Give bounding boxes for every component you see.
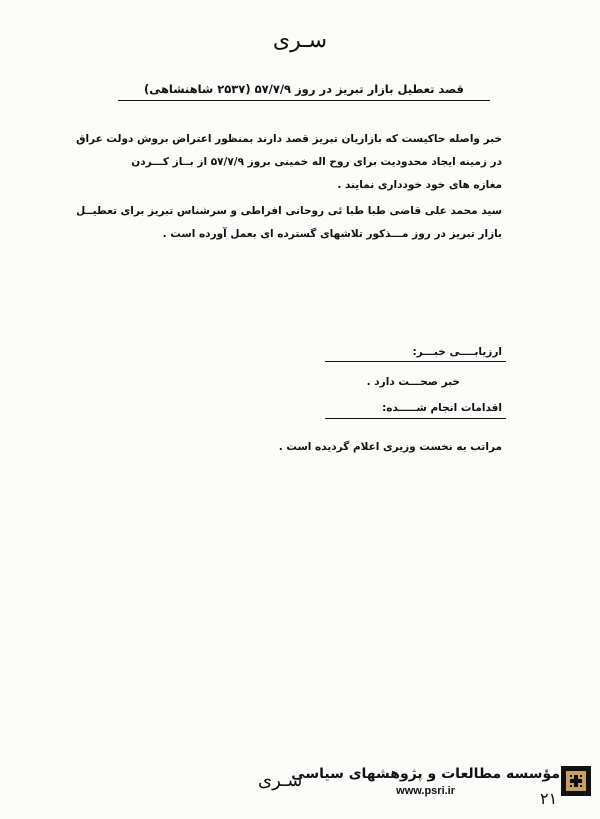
evaluation-value: خبر صحـــت دارد . [366,376,460,388]
page-number: ۲۱ [540,789,558,808]
classification-top: سـری [272,28,328,53]
publisher-watermark [291,766,560,797]
actions-label: اقدامات انجام شـــــده: [382,402,502,414]
paragraph-line: خبر واصله حاکیست که بازاریان تبریز قصد دارند بمنظور اعتراض بروش دولت عراق [76,133,502,145]
actions-value: مراتب به نخست وزیری اعلام گردیده است . [278,441,502,453]
publisher-logo-icon [561,766,591,796]
paragraph-line: مغازه های خود خودداری نمایند . [337,179,502,191]
publisher-url: www.psri.ir [396,785,456,797]
actions-underline [325,418,506,419]
publisher-name: مؤسسه مطالعات و پژوهشهای سیاسی [291,766,560,782]
report-paragraph-2 [72,200,502,246]
evaluation-label: ارزیابــــی خبـــر: [412,346,502,358]
report-paragraph-1 [72,128,502,197]
classification-bottom: سـری [258,770,303,791]
evaluation-underline [325,361,506,362]
paragraph-line: بازار تبریز در روز مـــذکور تلاشهای گسترده ای بعمل آورده است . [162,228,502,240]
subject-heading: قصد تعطیل بازار تبریز در روز ۵۷/۷/۹ (۲۵۳۷ شاهنشاهی) [118,82,490,101]
paragraph-line: سید محمد علی قاضی طبا طبا ئی روحانی افراطی و سرشناس تبریز برای تعطیــل [76,205,502,217]
paragraph-line: در زمینه ایجاد محدودیت برای روح اله خمینی بروز ۵۷/۷/۹ از بــاز کـــردن [131,156,502,168]
